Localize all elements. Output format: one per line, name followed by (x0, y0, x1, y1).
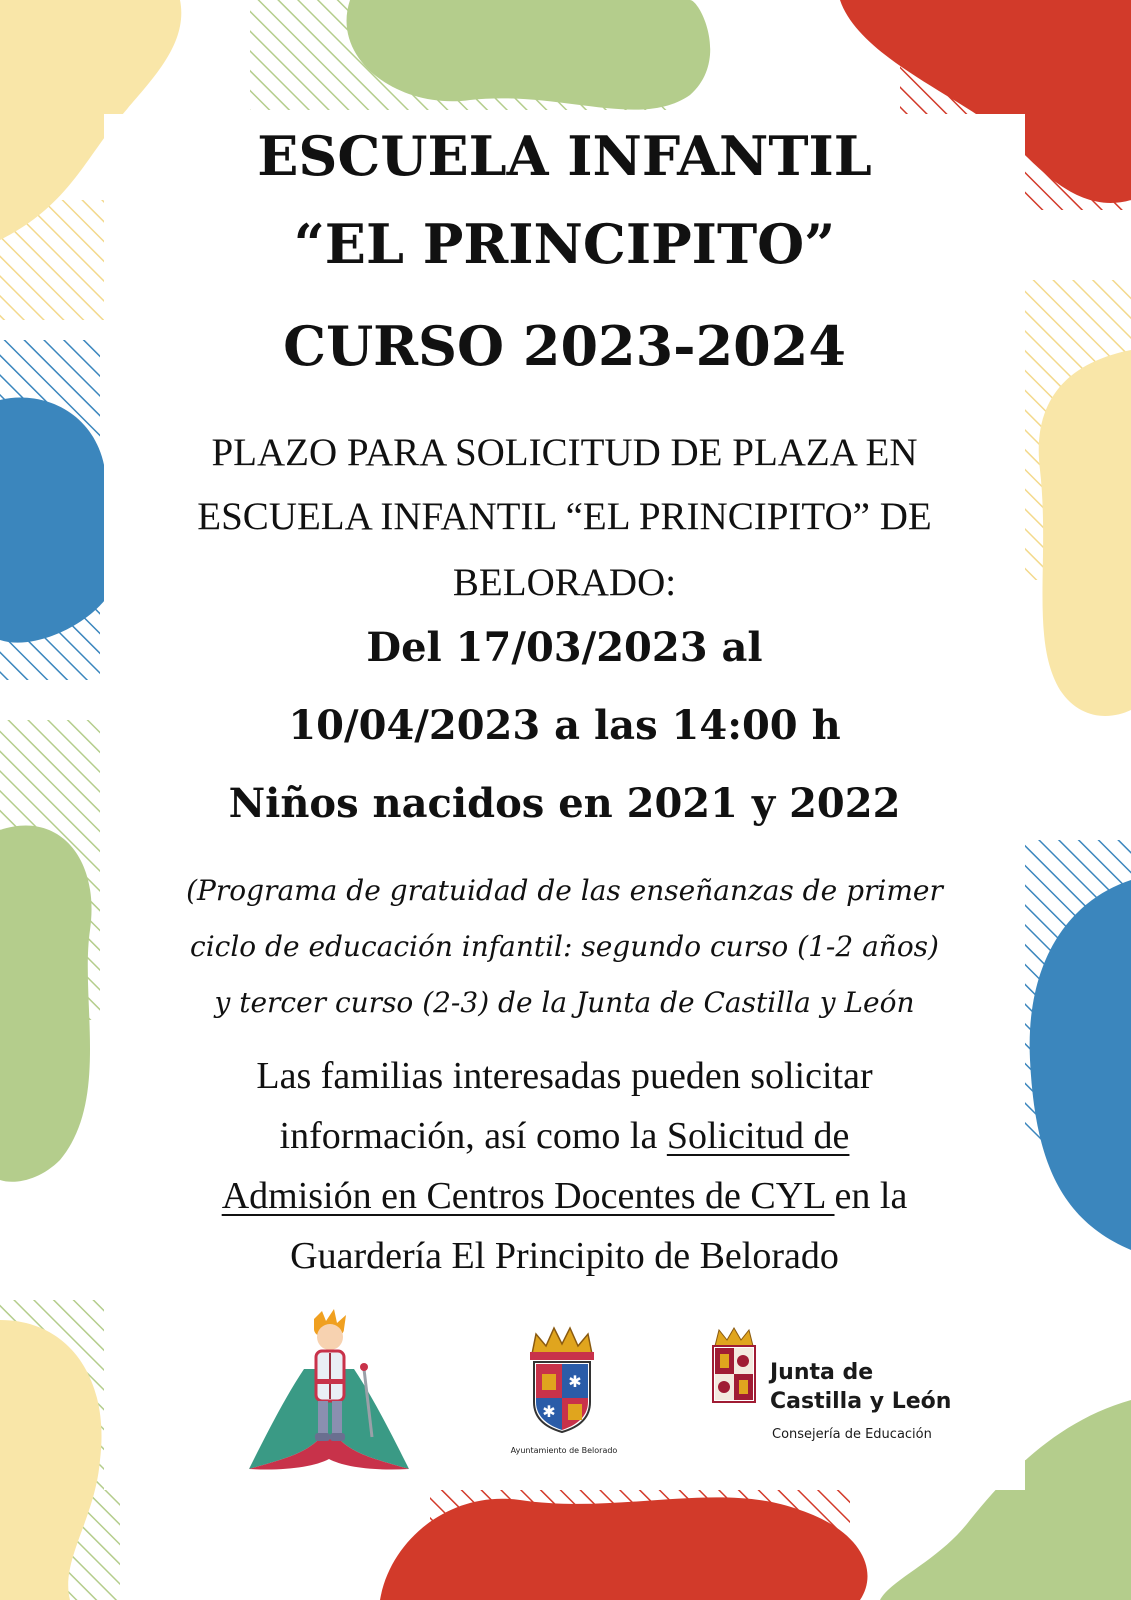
solicitud-link-part-2[interactable]: Admisión en Centros Docentes de CYL (221, 1175, 835, 1217)
solicitud-link-part-1[interactable]: Solicitud de (666, 1115, 850, 1157)
subtitle-line-1: PLAZO PARA SOLICITUD DE PLAZA EN (211, 431, 918, 474)
svg-text:✱: ✱ (568, 1372, 582, 1391)
svg-text:✱: ✱ (542, 1402, 556, 1421)
dates-line-1: Del 17/03/2023 al (366, 624, 763, 671)
dates-line-2: 10/04/2023 a las 14:00 h (288, 702, 841, 749)
ayuntamiento-caption: Ayuntamiento de Belorado (510, 1446, 618, 1455)
title-line-1: ESCUELA INFANTIL (257, 124, 872, 188)
info-line-2 (104, 1114, 1025, 1158)
program-note-line-2: ciclo de educación infantil: segundo curso (1-2 años) (190, 930, 939, 963)
subtitle-line-3: BELORADO: (452, 561, 677, 604)
junta-castilla-leon-shield-icon (709, 1326, 759, 1406)
dates-line-3: Niños nacidos en 2021 y 2022 (228, 780, 901, 827)
jcyl-department: Consejería de Educación (772, 1427, 932, 1442)
info-line-3-suffix: en la (834, 1175, 908, 1217)
poster-card (104, 114, 1025, 1490)
info-line-4: Guardería El Principito de Belorado (290, 1235, 839, 1277)
program-note-line-3: y tercer curso (2-3) de la Junta de Castilla y León (214, 986, 915, 1019)
info-line-3 (104, 1174, 1025, 1218)
info-line-2-prefix: información, así como la (279, 1115, 667, 1157)
title-line-3: CURSO 2023-2024 (283, 314, 846, 378)
program-note-line-1: (Programa de gratuidad de las enseñanzas de primer (186, 874, 943, 907)
title-line-2: “EL PRINCIPITO” (293, 212, 836, 276)
subtitle-line-2: ESCUELA INFANTIL “EL PRINCIPITO” DE (197, 495, 932, 538)
little-prince-illustration-icon (244, 1309, 414, 1479)
ayuntamiento-coat-of-arms-icon (522, 1324, 602, 1436)
info-line-1: Las familias interesadas pueden solicitar (256, 1055, 873, 1097)
jcyl-name-line-1: Junta de (770, 1360, 874, 1385)
jcyl-name-line-2: Castilla y León (770, 1389, 952, 1414)
